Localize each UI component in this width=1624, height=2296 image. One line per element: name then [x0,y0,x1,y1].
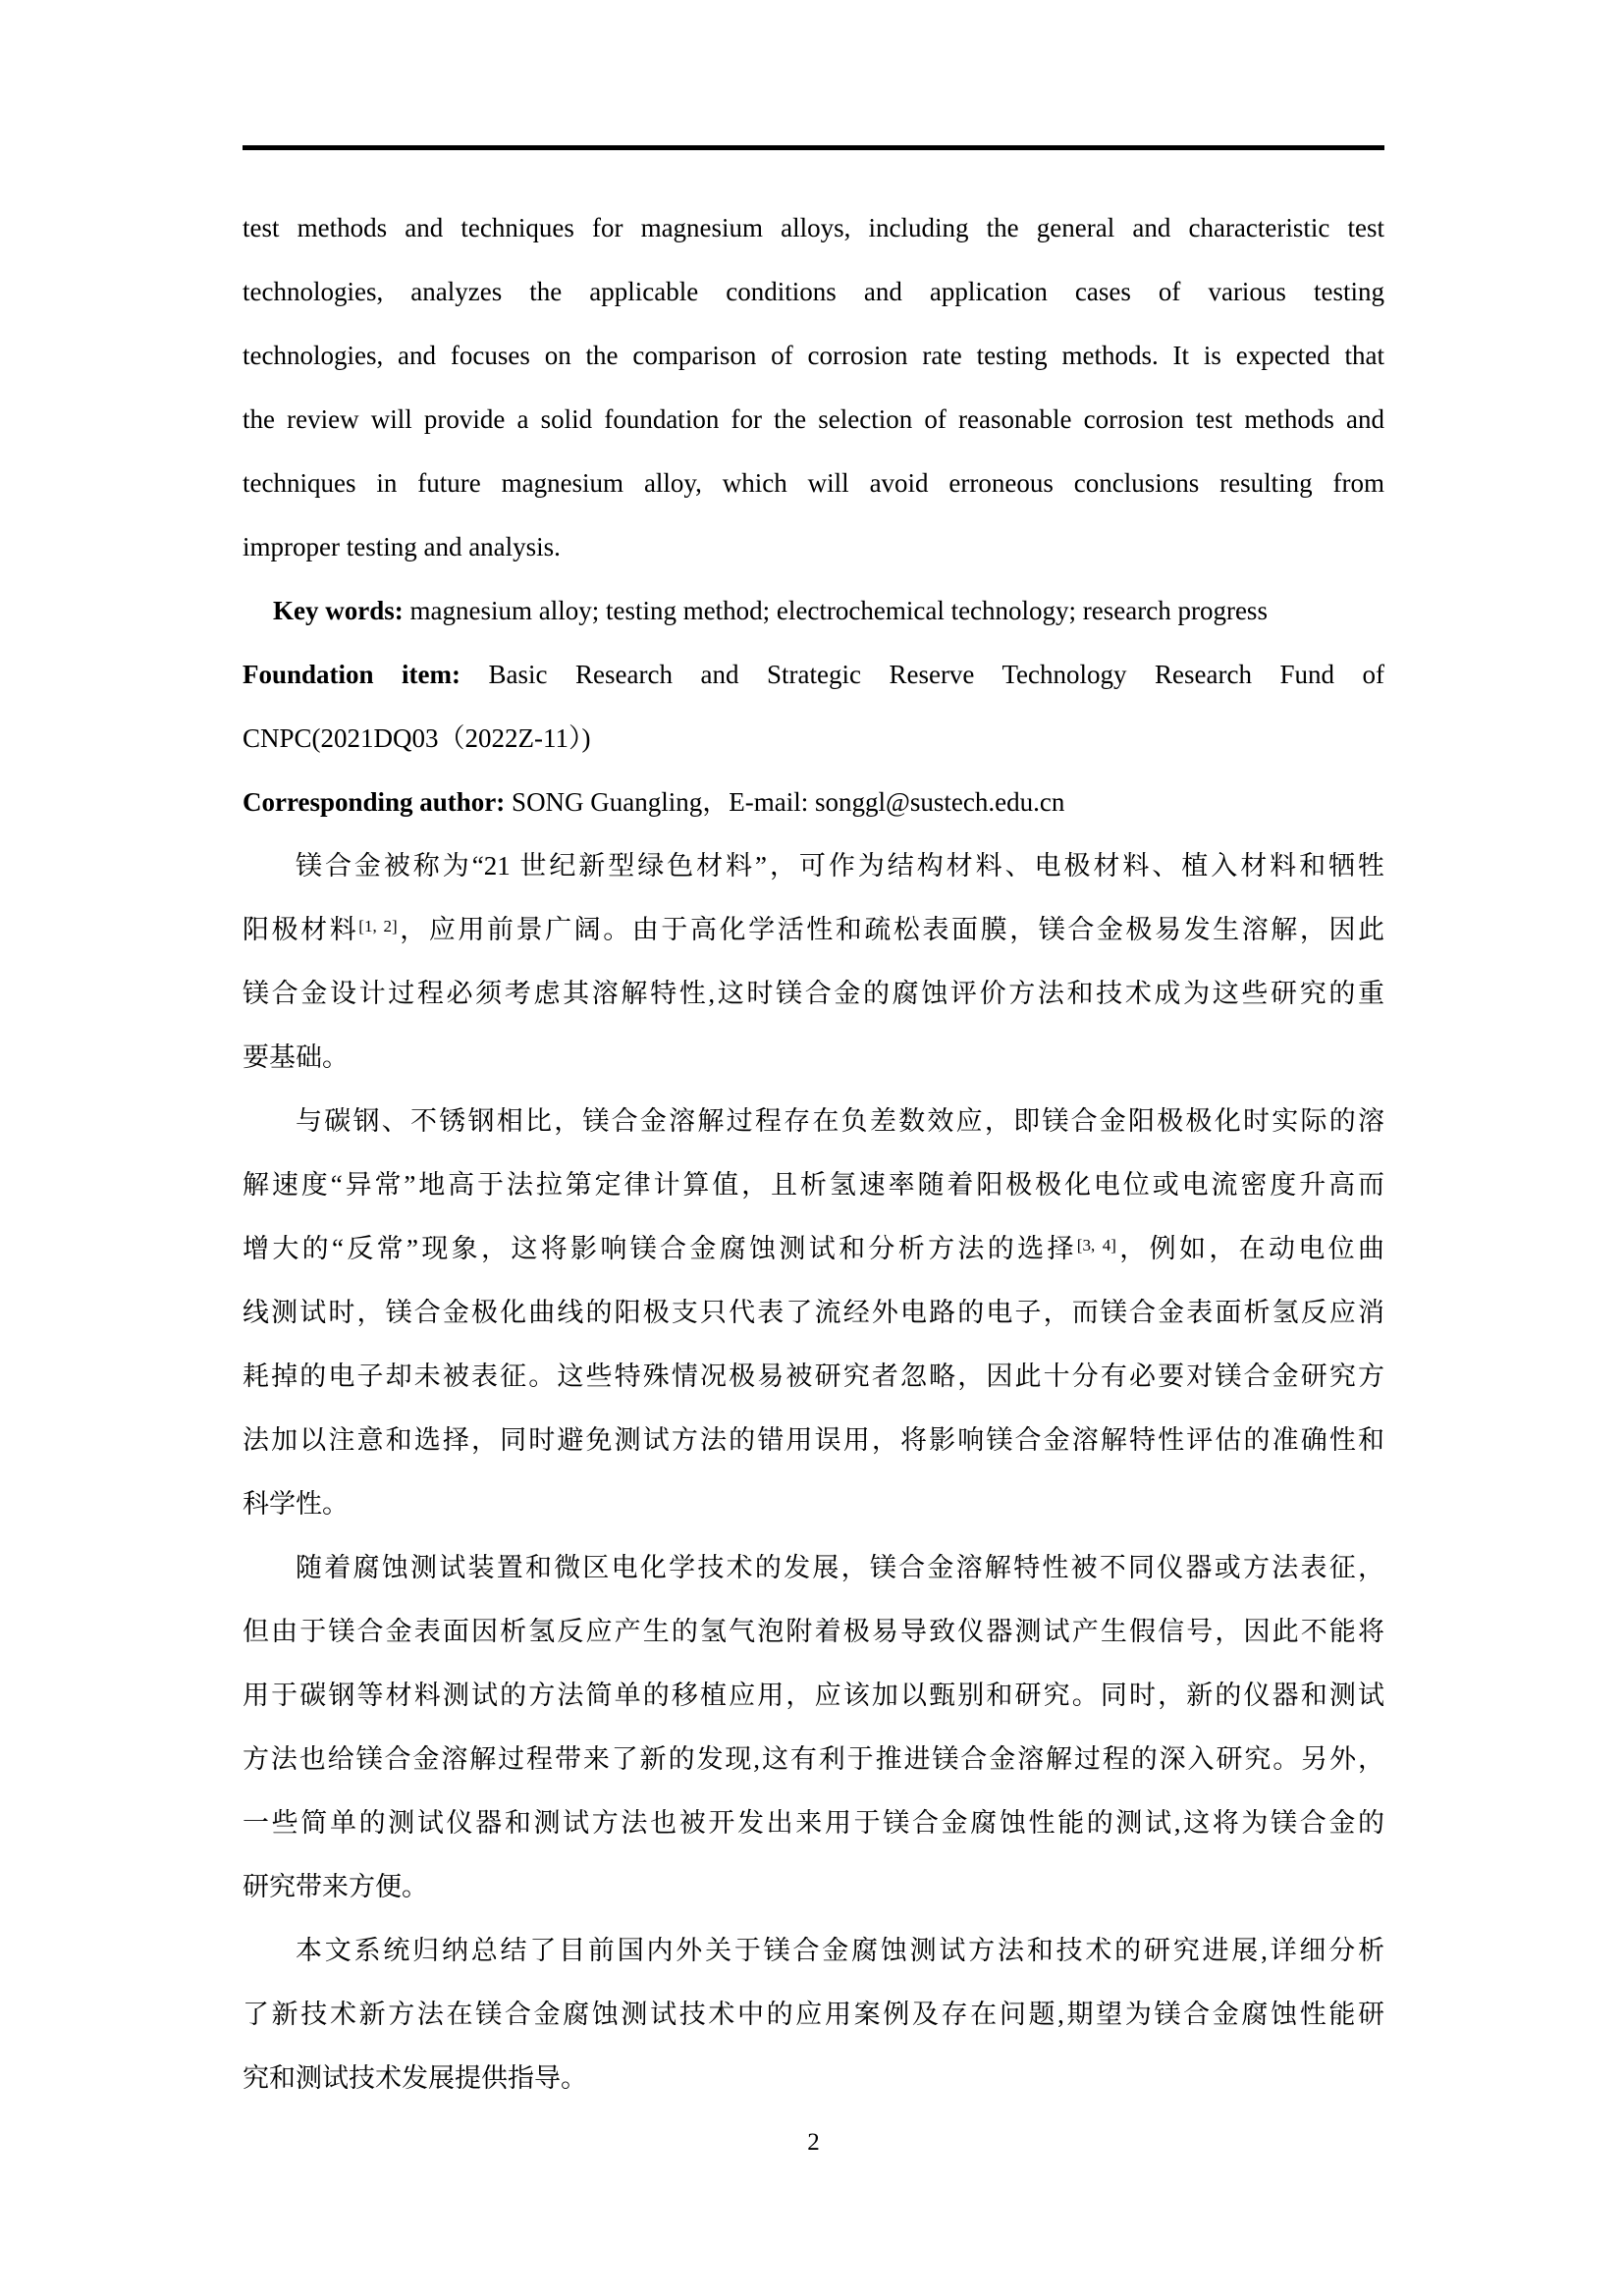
cn-paragraph2-line: 线测试时，镁合金极化曲线的阳极支只代表了流经外电路的电子，而镁合金表面析氢反应消 [243,1298,1384,1327]
cn-text-segment: ，应用前景广阔。由于高化学活性和疏松表面膜，镁合金极易发生溶解，因此 [397,915,1385,944]
foundation-line-1 [243,643,1384,707]
keywords-line [243,579,1384,643]
page-content [243,196,1384,2110]
abstract-line: the review will provide a solid foundation for the selection of reasonable corrosion test methods and [243,404,1384,434]
corresponding-author-label: Corresponding author: [243,787,506,817]
page-number: 2 [807,2129,820,2156]
cn-text-segment: ，例如，在动电位曲 [1115,1234,1385,1263]
cn-paragraph1-line: 镁合金设计过程必须考虑其溶解特性,这时镁合金的腐蚀评价方法和技术成为这些研究的重 [243,979,1384,1008]
abstract-line: test methods and techniques for magnesium alloys, including the general and characteristic test [243,213,1384,242]
cn-paragraph3-line: 研究带来方便。 [243,1872,428,1901]
cn-paragraph2-line [243,1217,1384,1281]
abstract-line: technologies, and focuses on the comparison of corrosion rate testing methods. It is expected that [243,341,1384,370]
cn-paragraph1-line: 要基础。 [243,1042,349,1072]
corresponding-author-text: SONG Guangling，E-mail: songgl@sustech.edu.cn [505,787,1065,817]
cn-paragraph4-line: 本文系统归纳总结了目前国内外关于镁合金腐蚀测试方法和技术的研究进展,详细分析 [296,1936,1384,1965]
cn-paragraph2-line: 法加以注意和选择，同时避免测试方法的错用误用，将影响镁合金溶解特性评估的准确性和 [243,1425,1384,1455]
corresponding-author-line [243,771,1384,834]
abstract-line: techniques in future magnesium alloy, which will avoid erroneous conclusions resulting from [243,468,1384,498]
keywords-text: magnesium alloy; testing method; electrochemical technology; research progress [403,596,1268,625]
citation-superscript: [3, 4] [1076,1236,1116,1255]
cn-paragraph1-line: 镁合金被称为“21 世纪新型绿色材料”，可作为结构材料、电极材料、植入材料和牺牲 [296,851,1384,881]
cn-paragraph2-line: 科学性。 [243,1489,349,1519]
header-rule [243,145,1384,150]
cn-paragraph2-line: 耗掉的电子却未被表征。这些特殊情况极易被研究者忽略，因此十分有必要对镁合金研究方 [243,1362,1384,1391]
cn-paragraph3-line: 但由于镁合金表面因析氢反应产生的氢气泡附着极易导致仪器测试产生假信号，因此不能将 [243,1617,1384,1646]
cn-paragraph1-line [243,898,1384,962]
cn-paragraph3-line: 一些简单的测试仪器和测试方法也被开发出来用于镁合金腐蚀性能的测试,这将为镁合金的 [243,1808,1384,1838]
foundation-line-2: CNPC(2021DQ03（2022Z-11）) [243,723,591,753]
cn-paragraph3-line: 随着腐蚀测试装置和微区电化学技术的发展，镁合金溶解特性被不同仪器或方法表征， [296,1553,1384,1582]
cn-text-segment: 增大的“反常”现象，这将影响镁合金腐蚀测试和分析方法的选择 [243,1234,1077,1263]
cn-paragraph4-line: 究和测试技术发展提供指导。 [243,2063,587,2093]
cn-paragraph2-line: 解速度“异常”地高于法拉第定律计算值，且析氢速率随着阳极极化电位或电流密度升高而 [243,1170,1384,1200]
citation-superscript: [1, 2] [358,917,398,935]
abstract-line: technologies, analyzes the applicable conditions and application cases of various testing [243,277,1384,306]
cn-paragraph4-line: 了新技术新方法在镁合金腐蚀测试技术中的应用案例及存在问题,期望为镁合金腐蚀性能研 [243,2000,1384,2029]
foundation-label: Foundation item: [243,660,461,689]
foundation-text: Basic Research and Strategic Reserve Technology Research Fund of [460,660,1385,689]
cn-text-segment: 阳极材料 [243,915,359,944]
cn-paragraph3-line: 方法也给镁合金溶解过程带来了新的发现,这有利于推进镁合金溶解过程的深入研究。另外， [243,1744,1384,1774]
keywords-label: Key words: [273,596,404,625]
cn-paragraph3-line: 用于碳钢等材料测试的方法简单的移植应用，应该加以甄别和研究。同时，新的仪器和测试 [243,1681,1384,1710]
abstract-line: improper testing and analysis. [243,532,561,561]
cn-paragraph2-line: 与碳钢、不锈钢相比，镁合金溶解过程存在负差数效应，即镁合金阳极极化时实际的溶 [296,1106,1384,1136]
